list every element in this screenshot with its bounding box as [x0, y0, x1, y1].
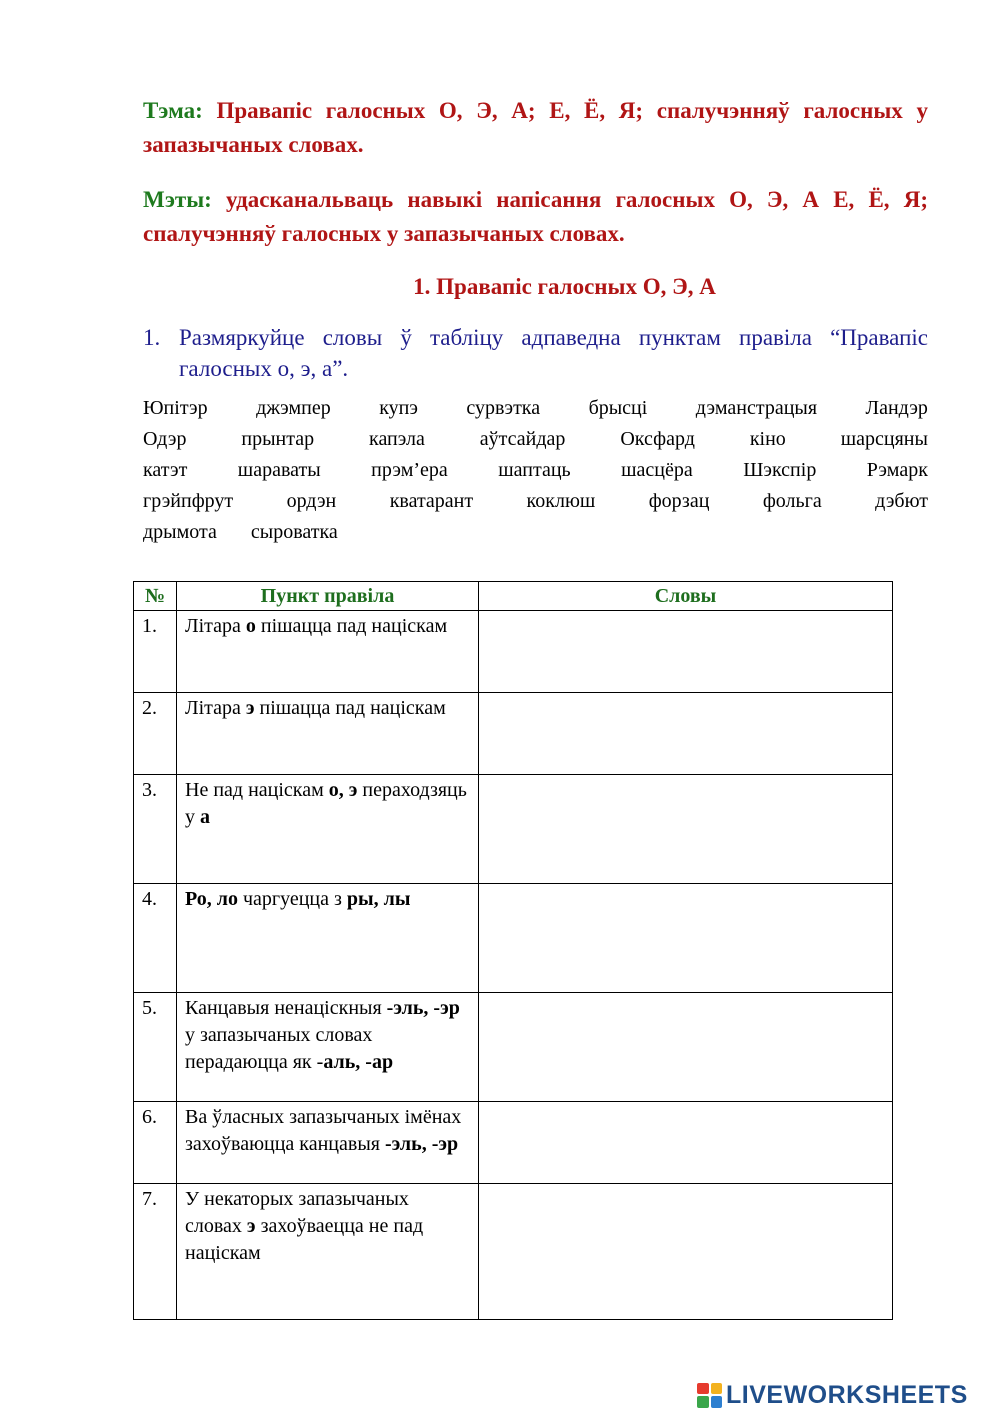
words-answer-cell[interactable]: [479, 884, 893, 993]
word-item: кватарант: [389, 490, 474, 512]
rule-segment: захоўваецца не пад націскам: [185, 1215, 424, 1264]
rule-segment: Ро, ло: [185, 888, 238, 910]
row-number: 4.: [134, 884, 177, 993]
rule-text: [177, 993, 479, 1102]
rule-segment: пішацца пад націскам: [254, 697, 446, 719]
rule-text: [177, 884, 479, 993]
liveworksheets-logo: [697, 1380, 968, 1410]
word-item: сурвэтка: [466, 397, 541, 419]
rule-segment: ры, лы: [346, 888, 411, 910]
header-rule: Пункт правіла: [177, 582, 479, 611]
word-item: шараваты: [237, 459, 321, 481]
topic-text: Правапіс галосных О, Э, А; Е, Ё, Я; спалучэнняў галосных у запазычаных словах.: [143, 98, 928, 157]
header-number: №: [134, 582, 177, 611]
word-item: джэмпер: [256, 397, 331, 419]
table-row: [134, 1184, 893, 1320]
word-item: грэйпфрут: [143, 490, 234, 512]
table-row: [134, 611, 893, 693]
rule-text: [177, 1184, 479, 1320]
rule-segment: э: [245, 697, 255, 719]
word-item: дэбют: [875, 490, 928, 512]
rule-segment: аль, -ар: [323, 1051, 394, 1073]
row-number: 6.: [134, 1102, 177, 1184]
word-item: капэла: [369, 428, 425, 450]
rule-segment: Не пад націскам: [185, 779, 329, 801]
word-item: фольга: [762, 490, 822, 512]
section-title: 1. Правапіс галосных О, Э, А: [413, 274, 716, 299]
word-item: Рэмарк: [866, 459, 928, 481]
word-item: Оксфард: [620, 428, 695, 450]
topic: [143, 94, 928, 162]
word-item: шаптаць: [498, 459, 571, 481]
word-item: дрымота: [143, 521, 217, 543]
rule-segment: -эль, -эр: [386, 997, 460, 1019]
word-line: [143, 393, 928, 424]
row-number: 7.: [134, 1184, 177, 1320]
rule-text: [177, 1102, 479, 1184]
word-item: аўтсайдар: [479, 428, 566, 450]
word-item: Шэкспір: [743, 459, 817, 481]
table-row: [134, 993, 893, 1102]
logo-square: [697, 1396, 709, 1408]
header-words: Словы: [479, 582, 893, 611]
word-item: катэт: [143, 459, 188, 481]
rule-segment: а: [200, 806, 210, 828]
rule-segment: о: [245, 615, 256, 637]
words-answer-cell[interactable]: [479, 993, 893, 1102]
rule-segment: Літара: [185, 697, 246, 719]
rule-segment: Канцавыя ненаціскныя: [185, 997, 387, 1019]
word-item: кіно: [749, 428, 786, 450]
word-list: [143, 393, 928, 548]
rule-text: [177, 693, 479, 775]
word-item: форзац: [648, 490, 710, 512]
words-answer-cell[interactable]: [479, 775, 893, 884]
rule-text: [177, 775, 479, 884]
rule-segment: Літара: [185, 615, 246, 637]
word-item: ордэн: [286, 490, 337, 512]
word-item: шасцёра: [621, 459, 693, 481]
word-item: дэманстрацыя: [695, 397, 818, 419]
logo-square: [697, 1383, 709, 1395]
rule-segment: э: [246, 1215, 256, 1237]
task-text: Размяркуйце словы ў табліцу адпаведна пунктам правіла “Правапіс галосных о, э, а”.: [179, 325, 928, 381]
word-item: Ландэр: [865, 397, 928, 419]
task-instruction: [143, 322, 928, 384]
word-item: сыроватка: [250, 521, 338, 543]
words-answer-cell[interactable]: [479, 693, 893, 775]
rule-segment: -эль, -эр: [384, 1133, 459, 1155]
logo-text: LIVEWORKSHEETS: [726, 1380, 968, 1409]
word-item: прынтар: [241, 428, 315, 450]
word-item: брысці: [588, 397, 648, 419]
word-line: [143, 455, 928, 486]
rules-table: [133, 581, 893, 1320]
words-answer-cell[interactable]: [479, 1184, 893, 1320]
goals-label: Мэты:: [143, 187, 212, 212]
word-item: коклюш: [526, 490, 596, 512]
table-row: [134, 884, 893, 993]
goals: [143, 183, 928, 251]
logo-square: [711, 1383, 723, 1395]
row-number: 1.: [134, 611, 177, 693]
rule-segment: пераходзяць у: [185, 779, 467, 828]
row-number: 3.: [134, 775, 177, 884]
word-item: прэм’ера: [371, 459, 448, 481]
logo-square: [711, 1396, 723, 1408]
word-item: Юпітэр: [143, 397, 208, 419]
word-line: [143, 517, 928, 548]
table-header-row: [134, 582, 893, 611]
rule-segment: чаргуецца з: [237, 888, 347, 910]
table-row: [134, 693, 893, 775]
word-item: шарсцяны: [840, 428, 928, 450]
rule-segment: У некаторых запазычаных словах: [185, 1188, 409, 1237]
rule-segment: Ва ўласных запазычаных імёнах захоўваюцца канцавыя: [185, 1106, 462, 1155]
word-line: [143, 424, 928, 455]
topic-label: Тэма:: [143, 98, 203, 123]
word-line: [143, 486, 928, 517]
word-item: купэ: [379, 397, 418, 419]
word-item: Одэр: [143, 428, 187, 450]
rule-segment: о, э: [328, 779, 358, 801]
words-answer-cell[interactable]: [479, 1102, 893, 1184]
row-number: 2.: [134, 693, 177, 775]
rule-segment: у запазычаных словах перадаюцца як -: [185, 1024, 373, 1073]
logo-icon: [697, 1383, 722, 1408]
table-row: [134, 1102, 893, 1184]
rule-text: [177, 611, 479, 693]
words-answer-cell[interactable]: [479, 611, 893, 693]
table-row: [134, 775, 893, 884]
row-number: 5.: [134, 993, 177, 1102]
rule-segment: пішацца пад націскам: [255, 615, 448, 637]
task-number: 1.: [143, 325, 161, 350]
goals-text: удасканальваць навыкі напісання галосных О, Э, А Е, Ё, Я; спалучэнняў галосных у запазычаных словах.: [143, 187, 928, 246]
